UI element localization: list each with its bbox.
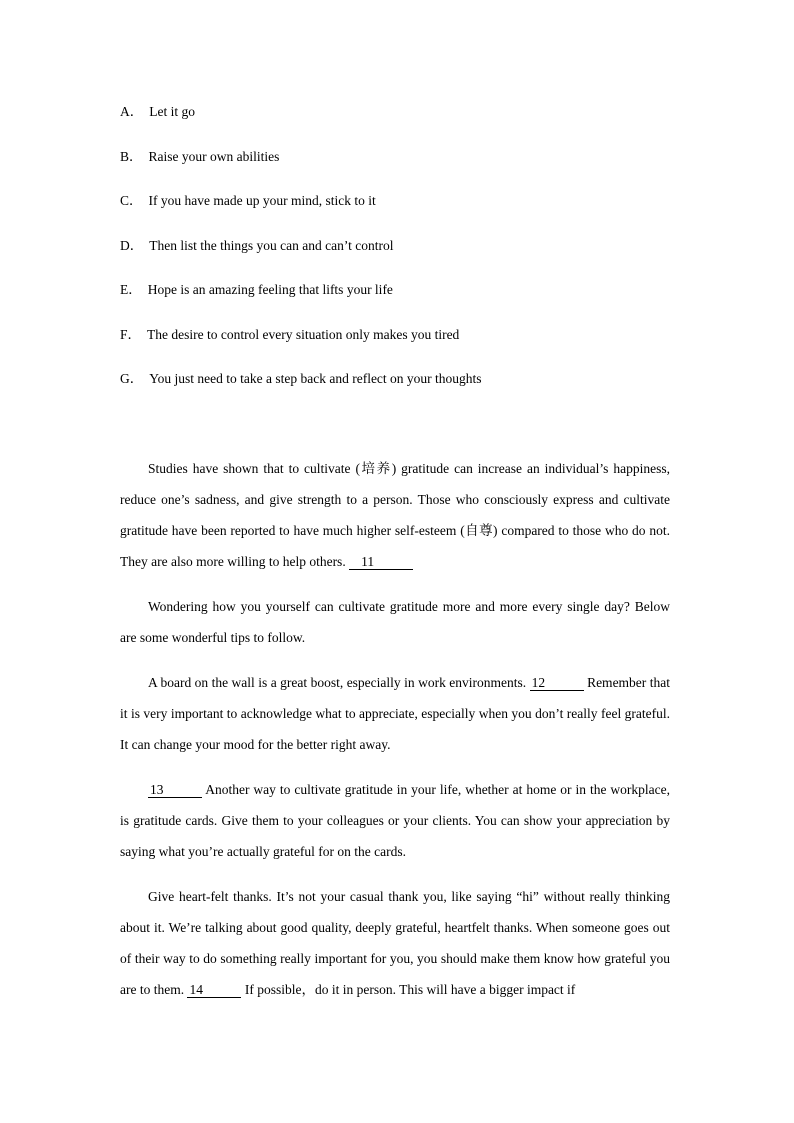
paragraph-2 (120, 591, 670, 653)
paragraph-5 (120, 881, 670, 1005)
paragraph-3 (120, 667, 670, 760)
option-b (120, 147, 680, 167)
option-text: Hope is an amazing feeling that lifts your life (147, 282, 393, 297)
option-e (120, 280, 680, 300)
answer-options (120, 102, 680, 414)
paragraph-text: A board on the wall is a great boost, especially in work environments. (148, 675, 530, 690)
option-text: Raise your own abilities (148, 148, 280, 164)
option-letter: A． (120, 104, 144, 119)
option-text: The desire to control every situation only makes you tired (147, 326, 460, 342)
option-letter: B． (120, 148, 143, 164)
option-text: If you have made up your mind, stick to it (148, 193, 376, 208)
option-text: Then list the things you can and can’t control (149, 237, 394, 253)
blank-11: 11 (349, 554, 413, 570)
option-text: You just need to take a step back and reflect on your thoughts (149, 371, 482, 386)
blank-13: 13 (148, 782, 202, 798)
blank-14: 14 (187, 982, 241, 998)
paragraph-text: Give heart-felt thanks. It’s not your casual thank you, like saying “hi” without really thinking about it. We’re talking about good quality, deeply grateful, heartfelt thanks. When someone goes out of their way to do something really important for you, you should make them know how grateful you are to them. (120, 889, 670, 997)
option-g (120, 369, 680, 389)
paragraph-text: Another way to cultivate gratitude in your life, whether at home or in the workplace, is gratitude cards. Give them to your colleagues or your clients. You can show your appreciation by saying what you’re actually grateful for on the cards. (120, 782, 670, 859)
option-letter: E． (120, 282, 142, 297)
paragraph-text: Studies have shown that to cultivate (培养) gratitude can increase an individual’s happiness, reduce one’s sadness, and give strength to a person. Those who consciously express and cultivate gratitude have been reported to have much higher self-esteem (自尊) compared to those who do not. They are also more willing to help others. (120, 461, 670, 569)
paragraph-text: If possible，do it in person. This will have a bigger impact if (241, 982, 576, 997)
option-a (120, 102, 680, 122)
paragraph-4 (120, 774, 670, 867)
option-letter: G． (120, 371, 144, 386)
reading-passage (120, 453, 670, 1019)
option-letter: D． (120, 237, 144, 253)
option-text: Let it go (149, 104, 195, 119)
paragraph-1 (120, 453, 670, 577)
option-letter: C． (120, 193, 143, 208)
paragraph-text: Wondering how you yourself can cultivate gratitude more and more every single day? Below are some wonderful tips to follow. (120, 599, 670, 645)
blank-12: 12 (530, 675, 584, 691)
paragraph-text: Remember that it is very important to acknowledge what to appreciate, especially when you don’t really feel grateful. It can change your mood for the better right away. (120, 675, 670, 752)
option-c (120, 191, 680, 211)
option-letter: F． (120, 326, 142, 342)
option-f (120, 325, 680, 345)
option-d (120, 236, 680, 256)
